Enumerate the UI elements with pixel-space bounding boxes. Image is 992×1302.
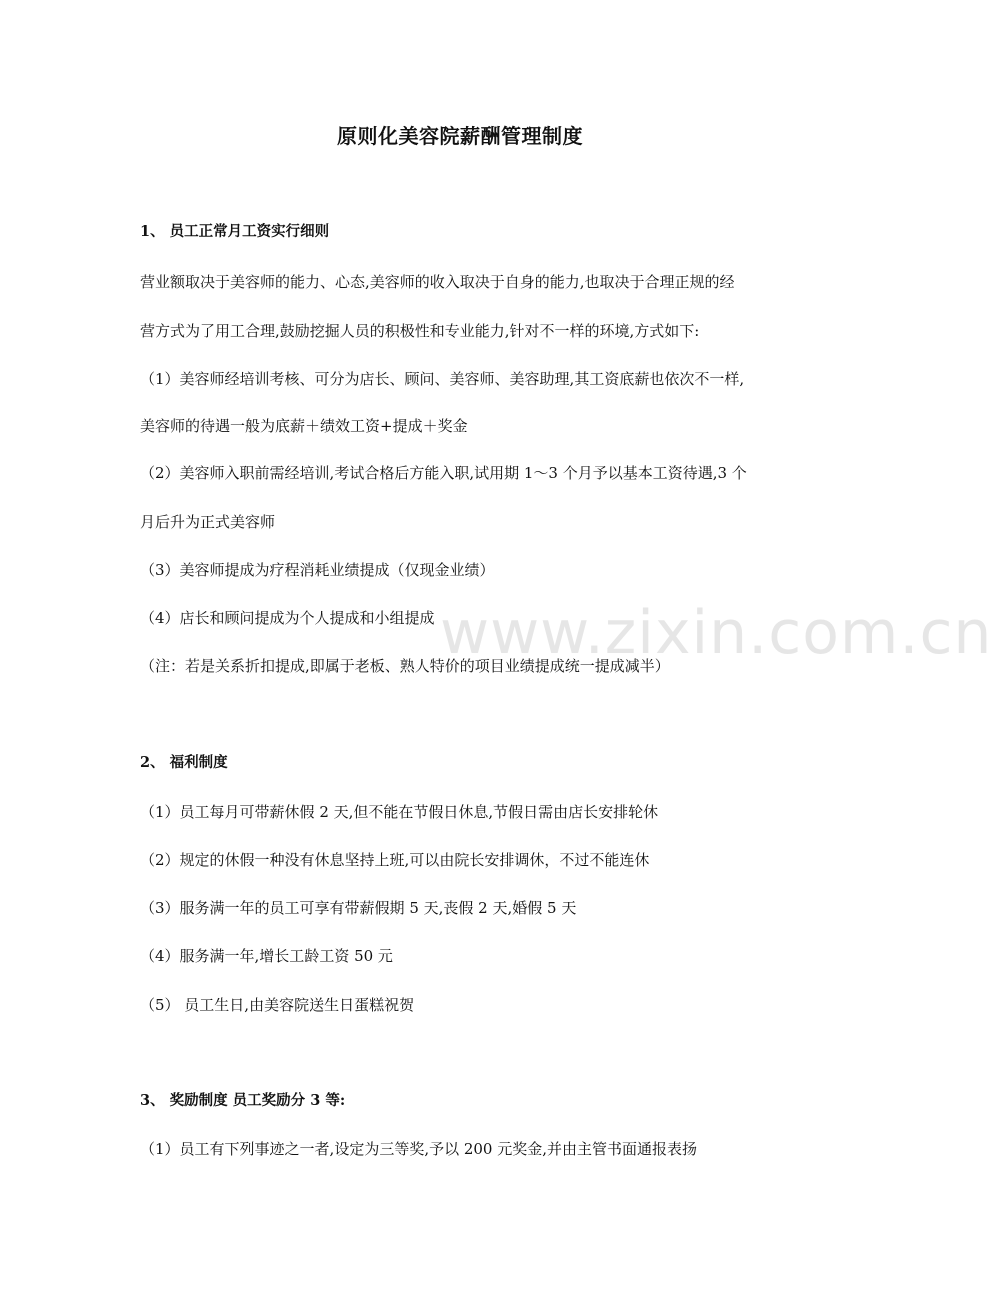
section-1-line: 美容师的待遇一般为底薪＋绩效工资+提成＋奖金 xyxy=(140,417,468,435)
section-1-line: 营方式为了用工合理,鼓励挖掘人员的积极性和专业能力,针对不一样的环境,方式如下: xyxy=(140,322,700,340)
section-3-line: （1）员工有下列事迹之一者,设定为三等奖,予以 200 元奖金,并由主管书面通报表扬 xyxy=(140,1140,698,1158)
section-1-line: （1）美容师经培训考核、可分为店长、顾问、美容师、美容助理,其工资底薪也依次不一样, xyxy=(140,370,745,388)
section-1-line: （2）美容师入职前需经培训,考试合格后方能入职,试用期 1～3 个月予以基本工资待遇,3 个 xyxy=(140,464,747,482)
section-1-line: 营业额取决于美容师的能力、心态,美容师的收入取决于自身的能力,也取决于合理正规的经 xyxy=(140,273,735,291)
section-2-line: （3）服务满一年的员工可享有带薪假期 5 天,丧假 2 天,婚假 5 天 xyxy=(140,899,577,917)
section-3-heading: 3、 奖励制度 员工奖励分 3 等: xyxy=(140,1092,346,1109)
section-1-line: （4）店长和顾问提成为个人提成和小组提成 xyxy=(140,609,435,627)
section-1-line: （3）美容师提成为疗程消耗业绩提成（仅现金业绩） xyxy=(140,561,495,579)
section-2-line: （5） 员工生日,由美容院送生日蛋糕祝贺 xyxy=(140,996,415,1014)
section-1-heading: 1、 员工正常月工资实行细则 xyxy=(140,223,330,240)
section-2-heading: 2、 福利制度 xyxy=(140,754,228,771)
document-title: 原则化美容院薪酬管理制度 xyxy=(337,124,583,148)
section-2-line: （2）规定的休假一种没有休息坚持上班,可以由院长安排调休，不过不能连休 xyxy=(140,851,650,869)
watermark: www.zixin.com.cn xyxy=(440,598,992,668)
section-2-line: （1）员工每月可带薪休假 2 天,但不能在节假日休息,节假日需由店长安排轮休 xyxy=(140,803,659,821)
section-1-note: （注：若是关系折扣提成,即属于老板、熟人特价的项目业绩提成统一提成减半） xyxy=(140,657,670,675)
section-1-line: 月后升为正式美容师 xyxy=(140,513,276,531)
section-2-line: （4）服务满一年,增长工龄工资 50 元 xyxy=(140,947,393,965)
